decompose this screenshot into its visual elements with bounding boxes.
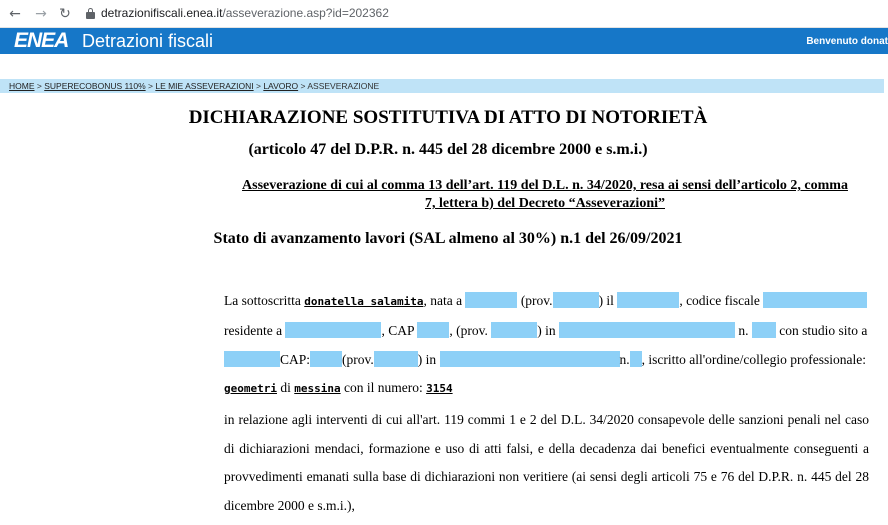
redacted-fiscal-code xyxy=(763,292,867,308)
breadcrumb-current: ASSEVERAZIONE xyxy=(307,81,380,91)
declarant-line-3 xyxy=(224,351,868,368)
order-number: 3154 xyxy=(426,382,453,395)
breadcrumb xyxy=(0,79,884,93)
url-path: /asseverazione.asp?id=202362 xyxy=(222,6,389,20)
breadcrumb-separator: > xyxy=(255,81,261,91)
redacted-res-prov xyxy=(491,322,537,338)
text-in-3: ) in xyxy=(417,352,437,367)
forward-arrow-icon[interactable]: → xyxy=(35,6,47,22)
declarant-line-1 xyxy=(224,292,868,310)
text-in: ) in xyxy=(537,323,556,338)
text-resident: residente a xyxy=(224,323,283,338)
lock-icon[interactable] xyxy=(86,8,95,19)
text-studio: con studio sito a xyxy=(779,323,868,338)
address-bar[interactable] xyxy=(101,6,389,20)
document-subtitle: (articolo 47 del D.P.R. n. 445 del 28 dicembre 2000 e s.m.i.) xyxy=(248,141,648,158)
text-prov-2: , (prov. xyxy=(449,323,488,338)
welcome-label: Benvenuto xyxy=(806,36,858,47)
breadcrumb-separator: > xyxy=(148,81,153,91)
breadcrumb-superecobonus[interactable]: SUPERECOBONUS 110% xyxy=(44,81,146,91)
redacted-cap xyxy=(417,322,449,338)
text-prov: (prov. xyxy=(520,293,553,308)
redacted-birth-prov xyxy=(553,292,599,308)
sal-heading: Stato di avanzamento lavori (SAL almeno al 30%) n.1 del 26/09/2021 xyxy=(213,230,683,247)
redacted-studio-cap xyxy=(310,351,342,367)
app-title: Detrazioni fiscali xyxy=(82,31,214,51)
declarant-line-4 xyxy=(224,380,868,397)
breadcrumb-separator: > xyxy=(36,81,42,91)
browser-toolbar xyxy=(0,0,888,28)
redacted-studio-city xyxy=(224,351,280,367)
redacted-address xyxy=(559,322,735,338)
breadcrumb-le-mie-asseverazioni[interactable]: LE MIE ASSEVERAZIONI xyxy=(155,81,254,91)
back-arrow-icon[interactable]: ← xyxy=(9,6,21,22)
text-fiscal-code: , codice fiscale xyxy=(679,293,760,308)
app-header xyxy=(0,28,888,54)
text-n: n. xyxy=(738,323,749,338)
text-cap: , CAP xyxy=(381,323,414,338)
welcome-text xyxy=(806,36,888,47)
reload-icon[interactable]: ↻ xyxy=(59,6,71,22)
text-order: , iscritto all'ordine/collegio professionale: xyxy=(641,352,867,367)
text-di: di xyxy=(280,380,291,395)
redacted-studio-address xyxy=(440,351,620,367)
asseverazione-reference: Asseverazione di cui al comma 13 dell’art. 119 del D.L. n. 34/2020, resa ai sensi dell’articolo 2, comma 7, lettera b) del Decreto “Asseverazioni” xyxy=(242,178,848,211)
text-number-label: con il numero: xyxy=(343,380,423,395)
breadcrumb-lavoro[interactable]: LAVORO xyxy=(263,81,299,91)
declarant-name: donatella salamita xyxy=(304,295,424,308)
breadcrumb-home[interactable]: HOME xyxy=(9,81,35,91)
redacted-studio-number xyxy=(630,351,642,367)
url-host: detrazionifiscali.enea.it xyxy=(101,6,223,20)
user-name[interactable]: donat xyxy=(860,36,888,47)
redacted-number xyxy=(752,322,776,338)
redacted-birth-date xyxy=(617,292,679,308)
redacted-birthplace xyxy=(465,292,517,308)
order-name: geometri xyxy=(224,382,277,395)
enea-logo[interactable]: ENEA xyxy=(14,29,69,52)
text-il: ) il xyxy=(598,293,614,308)
redacted-studio-prov xyxy=(374,351,418,367)
text-n-3: n. xyxy=(619,352,630,367)
declarant-line-2 xyxy=(224,322,868,339)
redacted-residence xyxy=(285,322,381,338)
text-cap-3: CAP: xyxy=(280,352,311,367)
text-prefix: La sottoscritta xyxy=(224,293,301,308)
text-prov-3: (prov. xyxy=(342,352,374,367)
document-title: DICHIARAZIONE SOSTITUTIVA DI ATTO DI NOTORIETÀ xyxy=(188,107,708,128)
text-born: , nata a xyxy=(423,293,463,308)
declaration-paragraph: in relazione agli interventi di cui all'art. 119 commi 1 e 2 del D.L. 34/2020 consapevole delle sanzioni penali nel caso di dichiarazioni mendaci, formazione e uso di atti falsi, e della decadenza dai benefici eventualmente conseguenti a provvedimenti emanati sulla base di dichiarazioni non veritiere (ai sensi degli articoli 75 e 76 del D.P.R. n. 445 del 28 dicembre 2000 e s.m.i.), xyxy=(224,412,869,513)
order-city: messina xyxy=(294,382,341,395)
breadcrumb-separator: > xyxy=(300,81,306,91)
